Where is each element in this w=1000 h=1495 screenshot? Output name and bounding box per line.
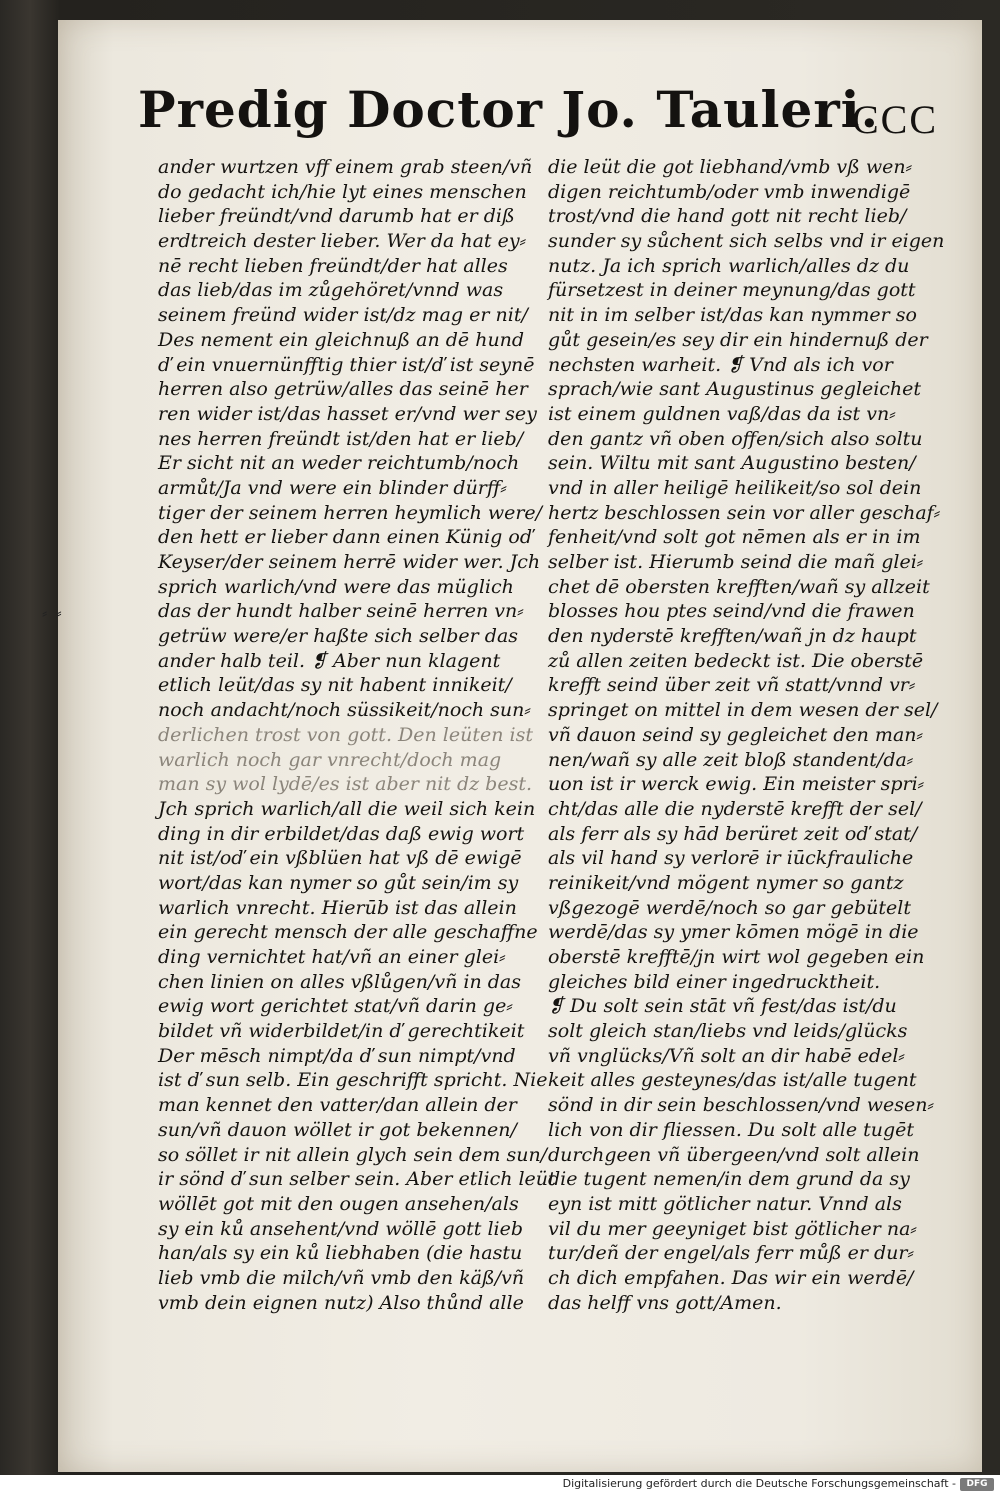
text-line: armůt/Ja vnd were ein blinder dürff⸗ bbox=[158, 476, 507, 499]
text-line: ❡ Du solt sein stāt vñ fest/das ist/du bbox=[548, 995, 897, 1018]
text-line: trost/vnd die hand gott nit recht lieb/ bbox=[548, 205, 907, 228]
text-line: den gantz vñ oben offen/sich also soltu bbox=[548, 427, 923, 450]
text-line: man kennet den vatter/dan allein der bbox=[158, 1094, 517, 1117]
text-line: digen reichtumb/oder vmb inwendigē bbox=[548, 180, 911, 203]
text-line: sprich warlich/vnd were das müglich bbox=[158, 575, 514, 598]
text-line: warlich noch gar vnrecht/doch mag bbox=[158, 748, 502, 771]
text-line: den hett er lieber dann einen Künig oď bbox=[158, 526, 532, 549]
text-line: bildet vñ widerbildet/in ď gerechtikeit bbox=[158, 1020, 525, 1043]
text-line: tiger der seinem herren heymlich were/ bbox=[158, 501, 543, 524]
text-line: so söllet ir nit allein glych sein dem sun/ bbox=[158, 1143, 548, 1166]
text-line: sein. Wiltu mit sant Augustino besten/ bbox=[548, 452, 916, 475]
text-line: nutz. Ja ich sprich warlich/alles dz du bbox=[548, 254, 910, 277]
text-line: ď ein vnuernünfftig thier ist/ď ist seynē bbox=[158, 353, 535, 376]
text-line: sy ein ků ansehent/vnd wöllē gott lieb bbox=[158, 1217, 524, 1240]
text-line: vñ vnglücks/Vñ solt an dir habē edel⸗ bbox=[548, 1044, 905, 1067]
text-line: vßgezogē werdē/noch so gar gebütelt bbox=[548, 896, 911, 919]
text-line: ist einem guldnen vaß/das da ist vn⸗ bbox=[548, 402, 896, 425]
text-line: han/als sy ein ků liebhaben (die hastu bbox=[158, 1242, 523, 1265]
text-line: springet on mittel in dem wesen der sel/ bbox=[548, 699, 938, 722]
text-line: reinikeit/vnd mögent nymer so gantz bbox=[548, 871, 904, 894]
text-line: Er sicht nit an weder reichtumb/noch bbox=[158, 452, 520, 475]
text-line: tur/deñ der engel/als ferr můß er dur⸗ bbox=[548, 1242, 914, 1265]
text-line: sönd in dir sein beschlossen/vnd wesen⸗ bbox=[548, 1094, 934, 1117]
page-header bbox=[138, 80, 938, 160]
text-line: chet dē obersten krefften/wañ sy allzeit bbox=[548, 575, 930, 598]
text-line: ein gerecht mensch der alle geschaffne bbox=[158, 921, 538, 944]
text-line: ander wurtzen vff einem grab steen/vñ bbox=[158, 156, 533, 178]
text-line: vñ dauon seind sy gegleichet den man⸗ bbox=[548, 723, 923, 746]
text-line: nē recht lieben freündt/der hat alles bbox=[158, 254, 508, 277]
text-line: das der hundt halber seinē herren vn⸗ bbox=[158, 600, 524, 623]
text-line: nechsten warheit. ❡ Vnd als ich vor bbox=[548, 353, 893, 376]
text-line: noch andacht/noch süssikeit/noch sun⸗ bbox=[158, 699, 531, 722]
text-line: do gedacht ich/hie lyt eines menschen bbox=[158, 180, 527, 203]
text-line: fürsetzest in deiner meynung/das gott bbox=[548, 279, 916, 302]
text-line: nen/wañ sy alle zeit bloß standent/da⸗ bbox=[548, 748, 914, 771]
text-line: die tugent nemen/in dem grund da sy bbox=[548, 1168, 910, 1191]
text-line: ir sönd ď sun selber sein. Aber etlich leüt bbox=[158, 1168, 556, 1191]
text-line: lieber freündt/vnd darumb hat er diß bbox=[158, 205, 515, 228]
text-line: warlich vnrecht. Hierūb ist das allein bbox=[158, 896, 517, 919]
text-line: seinem freünd wider ist/dz mag er nit/ bbox=[158, 304, 528, 327]
left-text-column bbox=[158, 155, 556, 1315]
text-line: Des nement ein gleichnuß an dē hund bbox=[158, 328, 525, 351]
text-line: werdē/das sy ymer kōmen mögē in die bbox=[548, 921, 919, 944]
text-line: sunder sy sůchent sich selbs vnd ir eigen bbox=[548, 230, 945, 253]
text-line: erdtreich dester lieber. Wer da hat ey⸗ bbox=[158, 230, 526, 253]
text-line: als ferr als sy hād berüret zeit oď stat/ bbox=[548, 822, 918, 845]
text-line: nit ist/oď ein vßblüen hat vß dē ewigē bbox=[158, 847, 522, 870]
text-line: den nyderstē krefften/wañ jn dz haupt bbox=[548, 625, 917, 648]
text-line: herren also getrüw/alles das seinē her bbox=[158, 378, 528, 401]
text-line: ist ď sun selb. Ein geschrifft spricht. Nie bbox=[158, 1069, 548, 1092]
margin-mark: ⸗ ⸗ bbox=[42, 603, 64, 622]
folio-number: CCC bbox=[851, 97, 938, 142]
footer-bar bbox=[0, 1475, 1000, 1495]
text-line: ren wider ist/das hasset er/vnd wer sey bbox=[158, 402, 537, 425]
text-line: wort/das kan nymer so gůt sein/im sy bbox=[158, 871, 519, 894]
text-line: gůt gesein/es sey dir ein hindernuß der bbox=[548, 328, 928, 351]
text-line: uon ist ir werck ewig. Ein meister spri⸗ bbox=[548, 773, 924, 796]
text-line: keit alles gesteynes/das ist/alle tugent bbox=[548, 1069, 917, 1092]
text-line: ding in dir erbildet/das daß ewig wort bbox=[158, 822, 525, 845]
text-line: vil du mer geeyniget bist götlicher na⸗ bbox=[548, 1217, 917, 1240]
text-line: Keyser/der seinem herrē wider wer. Jch bbox=[158, 551, 541, 573]
text-line: nes herren freündt ist/den hat er lieb/ bbox=[158, 427, 524, 450]
text-line: getrüw were/er haßte sich selber das bbox=[158, 625, 519, 648]
text-line: sun/vñ dauon wöllet ir got bekennen/ bbox=[158, 1118, 517, 1141]
text-line: ch dich empfahen. Das wir ein werdē/ bbox=[548, 1266, 914, 1289]
text-line: eyn ist mitt götlicher natur. Vnnd als bbox=[548, 1192, 902, 1215]
right-text-column bbox=[548, 155, 945, 1315]
text-line: wöllēt got mit den ougen ansehen/als bbox=[158, 1192, 519, 1215]
text-line: ding vernichtet hat/vñ an einer glei⸗ bbox=[158, 946, 506, 968]
text-line: gleiches bild einer ingedrucktheit. bbox=[548, 970, 881, 993]
text-line: durchgeen vñ übergeen/vnd solt allein bbox=[548, 1143, 920, 1166]
text-line: etlich leüt/das sy nit habent innikeit/ bbox=[158, 674, 512, 697]
text-line: blosses hou ptes seind/vnd die frawen bbox=[548, 600, 915, 623]
text-line: zů allen zeiten bedeckt ist. Die oberstē bbox=[548, 649, 924, 672]
text-line: hertz beschlossen sein vor aller geschaf⸗ bbox=[548, 501, 941, 524]
text-line: ander halb teil. ❡ Aber nun klagent bbox=[158, 649, 501, 672]
text-line: sprach/wie sant Augustinus gegleichet bbox=[548, 378, 922, 401]
text-line: Der mēsch nimpt/da ď sun nimpt/vnd bbox=[158, 1044, 516, 1067]
text-line: das lieb/das im zůgehöret/vnnd was bbox=[158, 279, 504, 302]
dfg-logo: DFG bbox=[960, 1478, 994, 1491]
text-line: man sy wol lydē/es ist aber nit dz best. bbox=[158, 773, 533, 796]
text-line: vnd in aller heiligē heilikeit/so sol dein bbox=[548, 476, 922, 499]
text-line: derlichen trost von gott. Den leüten ist bbox=[158, 723, 533, 746]
text-line: fenheit/vnd solt got nēmen als er in im bbox=[548, 526, 921, 549]
text-line: solt gleich stan/liebs vnd leids/glücks bbox=[548, 1020, 908, 1043]
text-line: lich von dir fliessen. Du solt alle tugēt bbox=[548, 1118, 915, 1141]
text-line: ewig wort gerichtet stat/vñ darin ge⸗ bbox=[158, 995, 513, 1018]
funding-credit: Digitalisierung gefördert durch die Deutsche Forschungsgemeinschaft - bbox=[562, 1477, 956, 1490]
text-line: cht/das alle die nyderstē krefft der sel/ bbox=[548, 797, 922, 820]
text-line: krefft seind über zeit vñ statt/vnnd vr⸗ bbox=[548, 674, 916, 697]
text-line: als vil hand sy verlorē ir iūckfrauliche bbox=[548, 847, 914, 870]
text-line: vmb dein eignen nutz) Also thůnd alle bbox=[158, 1291, 524, 1314]
text-line: selber ist. Hierumb seind die mañ glei⸗ bbox=[548, 551, 924, 573]
text-line: Jch sprich warlich/all die weil sich kein bbox=[158, 797, 536, 820]
text-line: die leüt die got liebhand/vmb vß wen⸗ bbox=[548, 156, 912, 178]
running-title: Predig Doctor Jo. Tauleri. bbox=[138, 80, 880, 139]
text-line: oberstē krefftē/jn wirt wol gegeben ein bbox=[548, 946, 925, 968]
text-line: lieb vmb die milch/vñ vmb den käß/vñ bbox=[158, 1266, 525, 1289]
text-line: nit in im selber ist/das kan nymmer so bbox=[548, 304, 917, 327]
book-page bbox=[58, 20, 982, 1472]
text-line: das helff vns gott/Amen. bbox=[548, 1291, 782, 1314]
text-line: chen linien on alles vßlůgen/vñ in das bbox=[158, 970, 522, 993]
